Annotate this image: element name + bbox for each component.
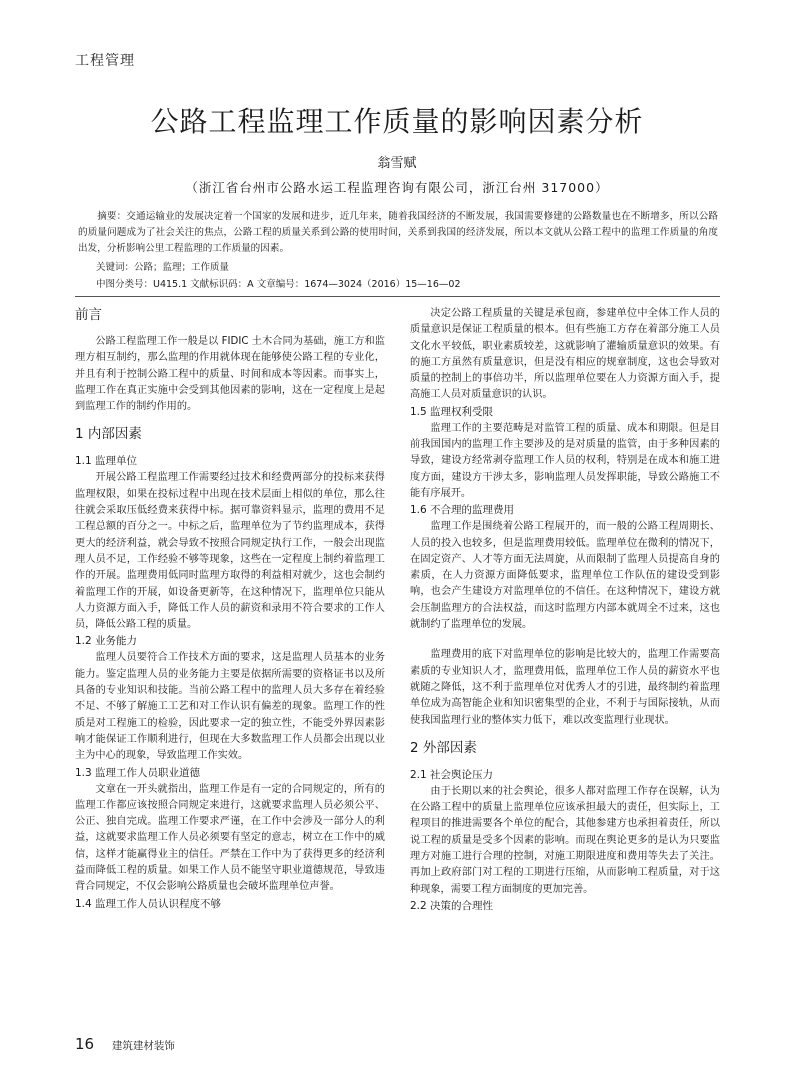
subsection-heading-1-6: 1.6 不合理的监理费用 [410,504,515,517]
paragraph-1-3: 文章在一开头就指出，监理工作是有一定的合同规定的，所有的监理工作都应该按照合同规定来进行，这就要求监理人员必须公平、公正、独自完成。监理工作要求严谨，在工作中会涉及一部分人的利益，这就要求监理工作人员必须要有坚定的意志，树立在工作中的威信，这样才能赢得业主的信任。严禁在工作中为了获得更多的经济利益而降低工程的质量。如果工作人员不能坚守职业道德规范，导致违背合同规定，不仅会影响公路质量也会破坏监理单位声誉。 [75,783,385,893]
article-author: 翁雪赋 [377,156,417,171]
right-column [410,306,720,915]
left-column [75,306,385,913]
journal-name: 建筑建材装饰 [111,1040,175,1052]
paragraph-1-6b: 监理费用的底下对监理单位的影响是比较大的，监理工作需要高素质的专业知识人才，监理费用低，监理单位工作人员的薪资水平也就随之降低，这不利于监理单位对优秀人才的引进，最终制约着监理单位成为高智能企业和知识密集型的企业，不利于与国际接轨，从而使我国监理行业的整体实力低下，难以改变监理行业现状。 [410,649,720,726]
page-number: 16 [75,1035,95,1053]
subsection-heading-1-4: 1.4 监理工作人员认识程度不够 [75,897,222,910]
paragraph-1-6a: 监理工作是围绕着公路工程展开的，而一般的公路工程周期长、人员的投入也较多，但是监理费用较低。监理单位在微利的情况下，在固定资产、人才等方面无法周旋，从而限制了监理人员提高自身的素质，在人力资源方面降低要求，监理单位工作队伍的建设受到影响，也会产生建设方对监理单位的不信任。在这种情况下，建设方就会压制监理方的合法权益，而这时监理方内部本就周全不过来，这也就制约了监理单位的发展。 [410,521,720,631]
subsection-heading-2-2: 2.2 决策的合理性 [410,899,494,912]
subsection-heading-2-1: 2.1 社会舆论压力 [410,768,494,781]
section-heading-foreword: 前言 [75,307,102,323]
foreword-paragraph: 公路工程监理工作一般是以 FIDIC 土木合同为基础，施工方和监理方相互制约，那么监理的作用就体现在能够使公路工程的专业化，并且有利于控制公路工程中的质量、时间和成本等因素。而事实上，监理工作在真正实施中会受到其他因素的影响，这在一定程度上是起到监理工作的制约作用的。 [75,336,385,413]
subsection-heading-1-2: 1.2 业务能力 [75,635,138,648]
paragraph-1-5: 监理工作的主要范畴是对监管工程的质量、成本和期限。但是目前我国国内的监理工作主要涉及的是对质量的监管，由于多种因素的导致，建设方经常剥夺监理工作人员的权利，特别是在成本和施工进度方面，建设方干涉太多，影响监理人员发挥职能，导致公路施工不能有序展开。 [410,422,720,499]
abstract: 摘要：交通运输业的发展决定着一个国家的发展和进步，近几年来，随着我国经济的不断发展，我国需要修建的公路数量也在不断增多，所以公路的质量问题成为了社会关注的焦点，公路工程的质量关系到公路的使用时间，关系到我国的经济发展，所以本文就从公路工程中的监理工作质量的角度出发，分析影响公里工程监理的工作质量的因素。 [78,211,718,254]
journal-section-label: 工程管理 [75,53,135,69]
subsection-heading-1-5: 1.5 监理权利受限 [410,405,494,418]
page-footer [75,1035,175,1053]
paragraph-1-4: 决定公路工程质量的关键是承包商，参建单位中全体工作人员的质量意识是保证工程质量的根本。但有些施工方存在着部分施工人员文化水平较低，职业素质较差，这就影响了灌输质量意识的效果。有的施工方虽然有质量意识，但是没有相应的规章制度，这也会导致对质量的控制上的事倍功半，所以监理单位要在人力资源方面入手，提高施工人员对质量意识的认识。 [410,308,720,401]
paragraph-1-2: 监理人员要符合工作技术方面的要求，这是监理人员基本的业务能力。鉴定监理人员的业务能力主要是依据所需要的资格证书以及所具备的专业知识和技能。当前公路工程中的监理人员大多存在着经验不足、不够了解施工工艺和对工作认识有偏差的现象。监理工作的性质是对工程施工的检验，因此要求一定的独立性，不能受外界因素影响才能保证工作顺利进行，但现在大多数监理工作人员都会出现以业主为中心的现象，导致监理工作实效。 [75,652,385,762]
subsection-heading-1-3: 1.3 监理工作人员职业道德 [75,766,201,779]
author-affiliation: （浙江省台州市公路水运工程监理咨询有限公司，浙江台州 317000） [185,180,609,195]
classification-line: 中图分类号：U415.1 文献标识码：A 文章编号：1674—3024（2016）15—16—02 [96,279,461,290]
section-heading-internal: 1 内部因素 [75,426,142,443]
paragraph-2-1: 由于长期以来的社会舆论，很多人都对监理工作存在误解，认为在公路工程中的质量上监理单位应该承担最大的责任，但实际上，工程项目的推进需要各个单位的配合，其他参建方也承担着责任，所以说工程的质量是受多个因素的影响。而现在舆论更多的是认为只要监理方对施工进行合理的控制，对施工期限进度和费用等失去了关注。再加上政府部门对工程的工期进行压缩，从而影响工程质量，对于这种现象，需要工程方面制度的更加完善。 [410,785,720,895]
paragraph-1-1: 开展公路工程监理工作需要经过技术和经费两部分的投标来获得监理权限，如果在投标过程中出现在技术层面上相似的单位，那么往往就会采取压低经费来获得中标。据可靠资料显示，监理的费用不足工程总额的百分之一。中标之后，监理单位为了节约监理成本，获得更大的经济利益，就会导致不按照合同规定执行工作，一般会出现监理人员不足，工作经验不够等现象，这些在一定程度上制约着监理工作的开展。监理费用低同时监理方取得的利益相对就少，这也会制约着监理工作的开展，如设备更新等，在这种情况下，监理单位只能从人力资源方面入手，降低工作人员的薪资和录用不符合要求的工作人员，降低公路工程的质量。 [75,472,385,631]
subsection-heading-1-1: 1.1 监理单位 [75,455,138,468]
keywords: 关键词：公路；监理；工作质量 [96,262,230,273]
section-heading-external: 2 外部因素 [410,739,477,756]
article-title: 公路工程监理工作质量的影响因素分析 [150,105,644,138]
header-divider [75,296,720,297]
